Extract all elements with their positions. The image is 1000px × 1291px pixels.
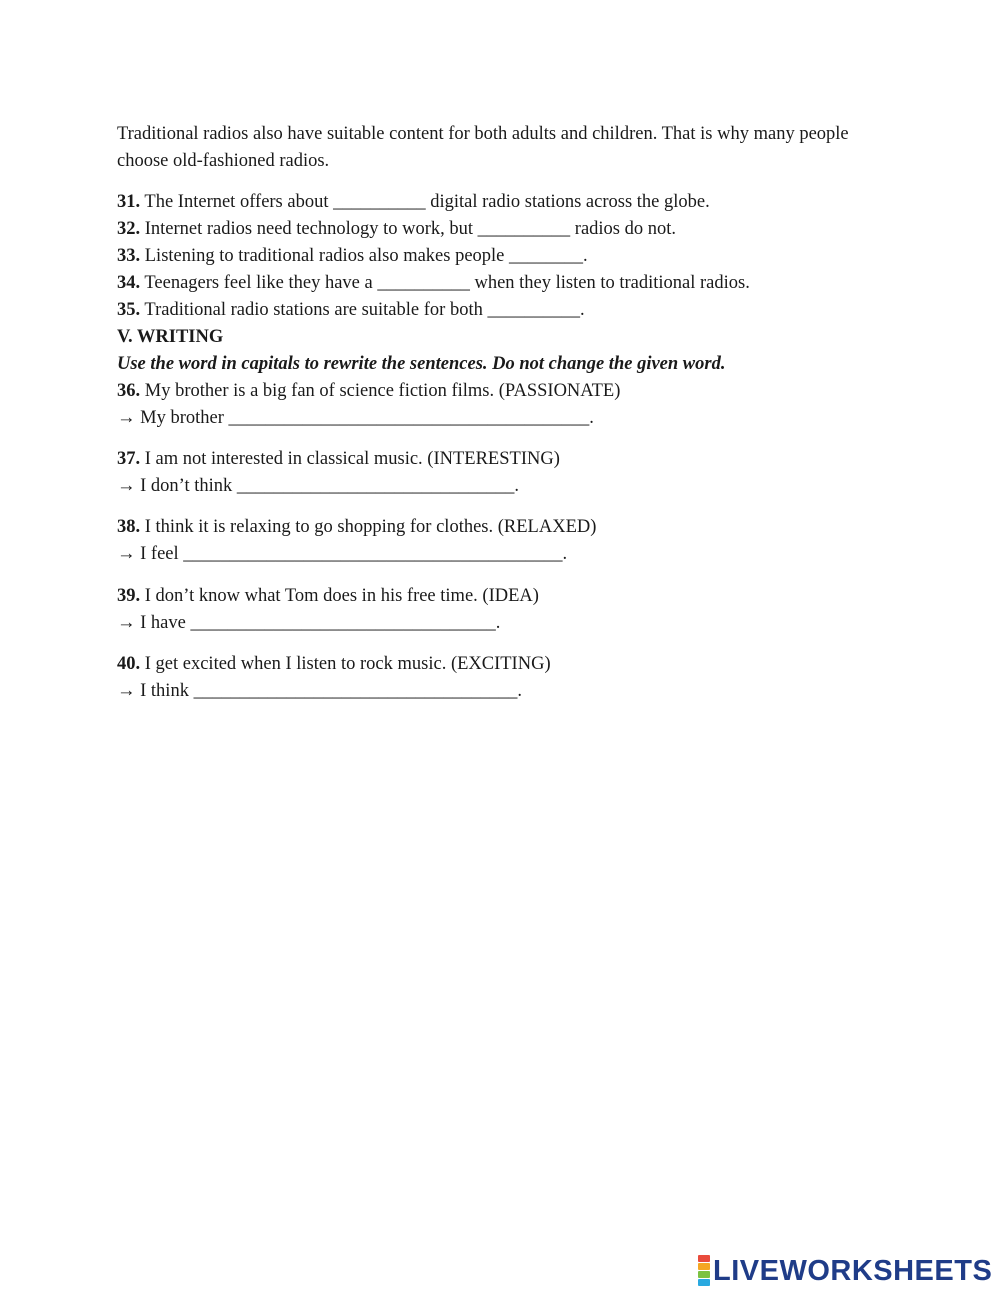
question-35 bbox=[117, 299, 585, 321]
question-32 bbox=[117, 218, 676, 240]
question-number: 32. bbox=[117, 219, 141, 239]
question-text: Listening to traditional radios also makes people ________. bbox=[140, 246, 588, 266]
question-text: Teenagers feel like they have a __________ when they listen to traditional radios. bbox=[140, 273, 750, 293]
answer-line-40: → I think ___________________________________. bbox=[117, 681, 522, 701]
question-number: 36. bbox=[117, 381, 141, 401]
section-title bbox=[117, 326, 223, 348]
answer-line-38: → I feel _________________________________________. bbox=[117, 544, 568, 564]
answer-line-36: → My brother _______________________________________. bbox=[117, 408, 594, 428]
question-text: The Internet offers about __________ digital radio stations across the globe. bbox=[140, 192, 710, 212]
answer-line-39: → I have _________________________________. bbox=[117, 613, 501, 633]
question-33 bbox=[117, 245, 588, 267]
question-40 bbox=[117, 653, 551, 675]
section-title-text: V. WRITING bbox=[117, 327, 224, 347]
question-text: I am not interested in classical music. (INTERESTING) bbox=[140, 449, 560, 469]
question-39 bbox=[117, 585, 539, 607]
badge-block-l bbox=[698, 1255, 710, 1262]
question-number: 35. bbox=[117, 300, 141, 320]
question-text: I think it is relaxing to go shopping for clothes. (RELAXED) bbox=[140, 517, 597, 537]
question-text: My brother is a big fan of science fiction films. (PASSIONATE) bbox=[140, 381, 621, 401]
question-number: 39. bbox=[117, 586, 141, 606]
question-number: 33. bbox=[117, 246, 141, 266]
instruction: Use the word in capitals to rewrite the sentences. Do not change the given word. bbox=[117, 354, 726, 374]
question-34 bbox=[117, 272, 750, 294]
question-text: Internet radios need technology to work, but __________ radios do not. bbox=[140, 219, 677, 239]
question-31 bbox=[117, 191, 710, 213]
question-number: 34. bbox=[117, 273, 141, 293]
badge-block-e bbox=[698, 1279, 710, 1286]
question-36 bbox=[117, 380, 620, 402]
question-38 bbox=[117, 516, 596, 538]
question-number: 40. bbox=[117, 654, 141, 674]
question-number: 31. bbox=[117, 192, 141, 212]
question-text: I don’t know what Tom does in his free time. (IDEA) bbox=[140, 586, 539, 606]
question-text: I get excited when I listen to rock music. (EXCITING) bbox=[140, 654, 551, 674]
question-number: 38. bbox=[117, 517, 141, 537]
badge-block-i bbox=[698, 1263, 710, 1270]
badge-block-v bbox=[698, 1271, 710, 1278]
live-badge-icon bbox=[698, 1255, 710, 1287]
liveworksheets-logo bbox=[698, 1254, 992, 1288]
logo-text: LIVEWORKSHEETS bbox=[713, 1255, 993, 1287]
question-text: Traditional radio stations are suitable for both __________. bbox=[140, 300, 585, 320]
answer-line-37: → I don’t think ______________________________. bbox=[117, 476, 520, 496]
intro-paragraph: Traditional radios also have suitable content for both adults and children. That is why many people choose old-fashioned radios. bbox=[117, 124, 849, 171]
question-37 bbox=[117, 448, 560, 470]
question-number: 37. bbox=[117, 449, 141, 469]
